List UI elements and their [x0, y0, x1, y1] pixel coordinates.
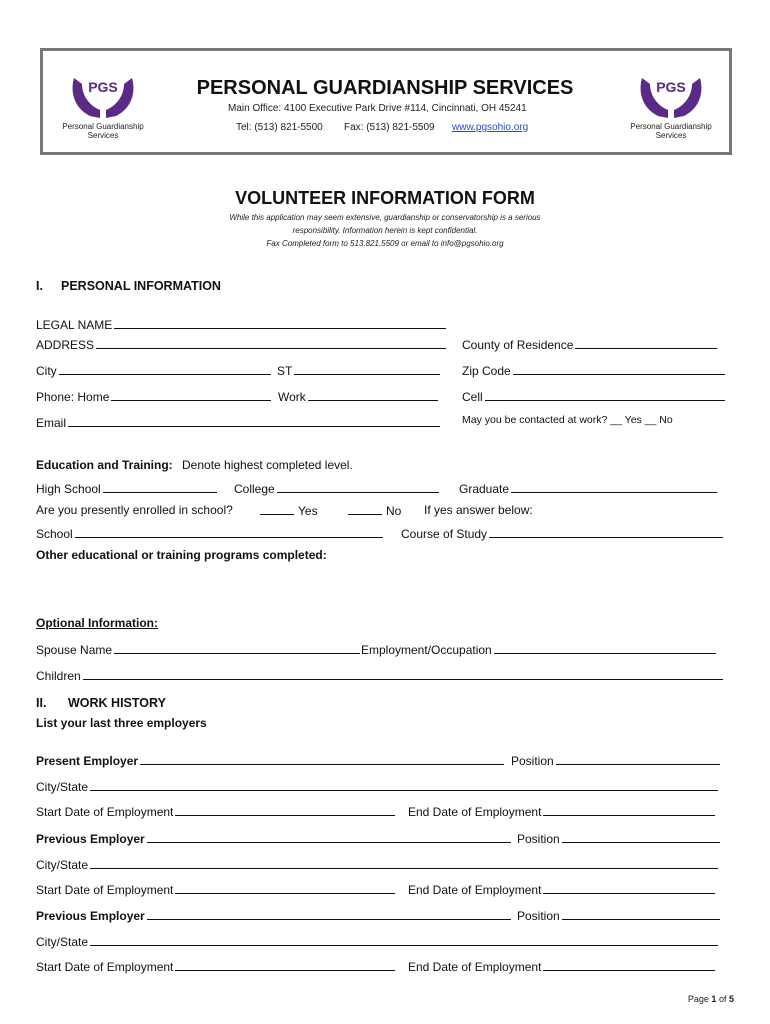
phone-home-field[interactable]	[111, 389, 271, 401]
end-date-field-1[interactable]	[543, 804, 715, 816]
enrolled-question: Are you presently enrolled in school?	[36, 503, 233, 517]
city-state-row-1	[36, 779, 718, 794]
start-date-label: Start Date of Employment	[36, 960, 174, 974]
cell-row	[462, 389, 725, 404]
course-row	[401, 526, 723, 541]
school-label: School	[36, 527, 73, 541]
previous-employer-field-2[interactable]	[147, 908, 511, 920]
legal-name-field[interactable]	[114, 317, 446, 329]
start-date-field-1[interactable]	[175, 804, 395, 816]
cell-field[interactable]	[485, 389, 725, 401]
county-label: County of Residence	[462, 338, 574, 352]
start-date-row-3	[36, 959, 395, 974]
state-field[interactable]	[294, 363, 440, 375]
education-note: Denote highest completed level.	[182, 458, 353, 472]
tel-number: Tel: (513) 821-5500	[236, 122, 323, 133]
start-date-field-3[interactable]	[175, 959, 395, 971]
employment-row	[361, 642, 716, 657]
phone-home-row	[36, 389, 271, 404]
employment-field[interactable]	[494, 642, 716, 654]
education-row	[36, 458, 353, 472]
enrolled-no-blank[interactable]	[348, 503, 382, 515]
graduate-label: Graduate	[459, 482, 510, 496]
enrolled-yes-label: Yes	[298, 504, 318, 518]
start-date-row-1	[36, 804, 395, 819]
high-school-label: High School	[36, 482, 101, 496]
enrolled-no-label: No	[386, 504, 402, 518]
page-current: 1	[711, 994, 717, 1004]
graduate-row	[459, 481, 717, 496]
high-school-row	[36, 481, 217, 496]
position-field-1[interactable]	[556, 753, 720, 765]
position-row-2	[517, 831, 720, 846]
address-row	[36, 337, 446, 352]
city-label: City	[36, 364, 57, 378]
start-date-field-2[interactable]	[175, 882, 395, 894]
county-field[interactable]	[575, 337, 717, 349]
logo-text: PGS	[656, 79, 686, 95]
zip-field[interactable]	[513, 363, 725, 375]
spouse-label: Spouse Name	[36, 643, 113, 657]
section-heading-personal: PERSONAL INFORMATION	[61, 279, 221, 293]
end-date-label: End Date of Employment	[408, 805, 542, 819]
email-row	[36, 415, 440, 430]
college-label: College	[234, 482, 275, 496]
section-numeral: I.	[36, 279, 43, 293]
position-field-2[interactable]	[562, 831, 720, 843]
employment-label: Employment/Occupation	[361, 643, 492, 657]
page-total: 5	[728, 994, 734, 1004]
present-employer-field[interactable]	[140, 753, 504, 765]
email-label: Email	[36, 416, 67, 430]
section-heading-work: WORK HISTORY	[68, 696, 166, 710]
previous-employer-row-2	[36, 908, 511, 923]
end-date-row-2	[408, 882, 715, 897]
graduate-field[interactable]	[511, 481, 717, 493]
start-date-label: Start Date of Employment	[36, 883, 174, 897]
city-state-field-3[interactable]	[90, 934, 718, 946]
end-date-row-1	[408, 804, 715, 819]
position-field-3[interactable]	[562, 908, 720, 920]
position-row-3	[517, 908, 720, 923]
previous-employer-label: Previous Employer	[36, 832, 145, 846]
spouse-field[interactable]	[114, 642, 360, 654]
work-phone-row	[278, 389, 438, 404]
end-date-field-3[interactable]	[543, 959, 715, 971]
end-date-row-3	[408, 959, 715, 974]
org-name: PERSONAL GUARDIANSHIP SERVICES	[196, 77, 574, 99]
page-number	[688, 994, 734, 1004]
intro-line-1: While this application may seem extensive, guardianship or conservatorship is a serious	[229, 213, 541, 222]
phone-home-label: Phone: Home	[36, 390, 110, 404]
spouse-row	[36, 642, 360, 657]
position-label: Position	[517, 832, 560, 846]
children-row	[36, 668, 723, 683]
previous-employer-field-1[interactable]	[147, 831, 511, 843]
state-row	[277, 363, 440, 378]
previous-employer-label: Previous Employer	[36, 909, 145, 923]
course-field[interactable]	[489, 526, 723, 538]
enrolled-no-option[interactable]	[348, 503, 401, 518]
enrolled-yes-option[interactable]	[260, 503, 318, 518]
website-link[interactable]: www.pgsohio.org	[452, 122, 529, 133]
position-row-1	[511, 753, 720, 768]
page-prefix: Page	[687, 994, 709, 1004]
school-field[interactable]	[75, 526, 383, 538]
course-label: Course of Study	[401, 527, 488, 541]
if-yes-note: If yes answer below:	[424, 503, 533, 517]
end-date-label: End Date of Employment	[408, 960, 542, 974]
city-row	[36, 363, 271, 378]
address-field[interactable]	[96, 337, 446, 349]
legal-name-row	[36, 317, 446, 332]
start-date-row-2	[36, 882, 395, 897]
zip-label: Zip Code	[462, 364, 511, 378]
school-row	[36, 526, 383, 541]
email-field[interactable]	[68, 415, 440, 427]
position-label: Position	[511, 754, 554, 768]
logo-caption: Personal Guardianship Services	[630, 122, 712, 140]
work-phone-field[interactable]	[308, 389, 438, 401]
other-programs-area[interactable]	[36, 566, 726, 610]
intro-line-2: responsibility. Information herein is kept confidential.	[292, 226, 478, 235]
previous-employer-row-1	[36, 831, 511, 846]
legal-name-label: LEGAL NAME	[36, 318, 113, 332]
education-label: Education and Training:	[36, 458, 173, 472]
address-label: ADDRESS	[36, 338, 95, 352]
zip-row	[462, 363, 725, 378]
work-phone-label: Work	[278, 390, 306, 404]
form-title: VOLUNTEER INFORMATION FORM	[235, 188, 535, 208]
city-state-row-3	[36, 934, 718, 949]
city-state-field-1[interactable]	[90, 779, 718, 791]
city-state-label: City/State	[36, 780, 89, 794]
state-label: ST	[277, 364, 293, 378]
college-field[interactable]	[277, 481, 439, 493]
fax-number: Fax: (513) 821-5509	[344, 122, 435, 133]
optional-heading: Optional Information:	[36, 616, 158, 630]
present-employer-row	[36, 753, 504, 768]
children-label: Children	[36, 669, 81, 683]
high-school-field[interactable]	[103, 481, 217, 493]
enrolled-yes-blank[interactable]	[260, 503, 294, 515]
position-label: Position	[517, 909, 560, 923]
contact-at-work-question[interactable]: May you be contacted at work? __ Yes __ No	[462, 414, 673, 426]
page-of: of	[718, 994, 727, 1004]
city-state-field-2[interactable]	[90, 857, 718, 869]
logo-caption: Personal Guardianship Services	[62, 122, 144, 140]
children-field[interactable]	[83, 668, 723, 680]
work-subheading: List your last three employers	[36, 716, 207, 730]
section-numeral: II.	[36, 696, 47, 710]
end-date-field-2[interactable]	[543, 882, 715, 894]
end-date-label: End Date of Employment	[408, 883, 542, 897]
county-row	[462, 337, 717, 352]
city-field[interactable]	[59, 363, 271, 375]
college-row	[234, 481, 439, 496]
city-state-row-2	[36, 857, 718, 872]
city-state-label: City/State	[36, 858, 89, 872]
start-date-label: Start Date of Employment	[36, 805, 174, 819]
logo-text: PGS	[88, 79, 118, 95]
present-employer-label: Present Employer	[36, 754, 139, 768]
other-programs-label: Other educational or training programs completed:	[36, 548, 327, 562]
city-state-label: City/State	[36, 935, 89, 949]
main-office-address: Main Office: 4100 Executive Park Drive #114, Cincinnati, OH 45241	[228, 103, 527, 114]
cell-label: Cell	[462, 390, 483, 404]
intro-line-3: Fax Completed form to 513.821.5509 or email to info@pgsohio.org	[266, 239, 504, 248]
